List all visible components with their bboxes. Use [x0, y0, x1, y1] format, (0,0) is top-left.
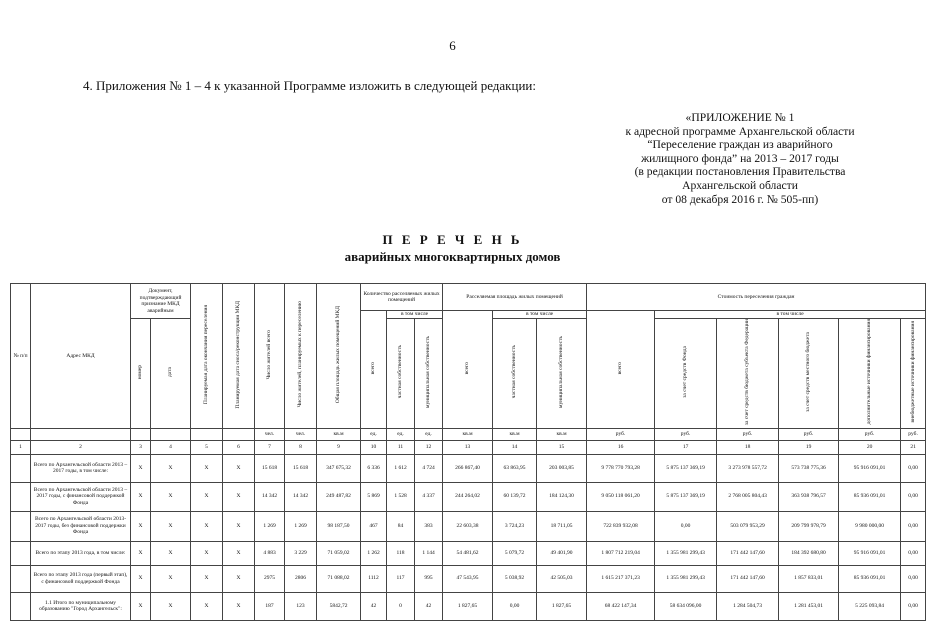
table-cell: [11, 565, 31, 592]
table-cell: 995: [415, 565, 443, 592]
table-cell: 60 139,72: [493, 482, 537, 511]
table-cell: X: [151, 511, 191, 541]
page-number: 6: [449, 38, 456, 53]
table-cell: 5 225 093,84: [839, 592, 901, 620]
table-cell: 9 778 770 793,28: [587, 454, 655, 482]
table-cell: 42 505,03: [537, 565, 587, 592]
col-number: 11: [387, 440, 415, 454]
header-cost-regional: за счет средств бюджета субъекта Федерации: [744, 319, 751, 426]
col-number: 21: [901, 440, 926, 454]
col-number: 16: [587, 440, 655, 454]
table-cell: X: [131, 592, 151, 620]
table-cell: 95 916 091,01: [839, 541, 901, 565]
unit-cell: кв.м: [493, 428, 537, 440]
table-cell: 5842,72: [317, 592, 361, 620]
table-cell: 15 618: [255, 454, 285, 482]
table-cell: 1 144: [415, 541, 443, 565]
table-row: [11, 454, 926, 482]
table-cell: X: [131, 541, 151, 565]
unit-cell: кв.м: [317, 428, 361, 440]
header-cost-nonbudget: внебюджетные источники финансирования: [909, 321, 916, 423]
table-cell: 171 442 147,60: [717, 541, 779, 565]
table-cell: 6 336: [361, 454, 387, 482]
unit-cell: кв.м: [537, 428, 587, 440]
table-cell: X: [191, 482, 223, 511]
table-cell: 0,00: [493, 592, 537, 620]
header-doc-number: номер: [137, 364, 144, 380]
unit-cell: [31, 428, 131, 440]
row-label: Всего по Архангельской области 2013 – 2017 годы, в том числе:: [31, 454, 131, 482]
unit-cell: руб.: [655, 428, 717, 440]
appendix-line: жилищного фонда” на 2013 – 2017 годы: [641, 151, 839, 165]
table-cell: X: [131, 482, 151, 511]
header-count-including: в том числе: [387, 311, 443, 319]
table-cell: 84: [387, 511, 415, 541]
table-row: [11, 541, 926, 565]
table-cell: 14 342: [255, 482, 285, 511]
table-cell: 2 768 005 804,43: [717, 482, 779, 511]
row-label: Всего по этапу 2013 года (первый этап), с финансовой поддержкой Фонда: [31, 565, 131, 592]
table-cell: 18 711,05: [537, 511, 587, 541]
table-row: [11, 482, 926, 511]
table-cell: 4 337: [415, 482, 443, 511]
table-cell: 0,00: [901, 565, 926, 592]
col-number: 19: [779, 440, 839, 454]
table-cell: 5 869: [361, 482, 387, 511]
table-cell: 1 262: [361, 541, 387, 565]
unit-cell: [151, 428, 191, 440]
unit-cell: ед.: [415, 428, 443, 440]
table-cell: 71 088,02: [317, 565, 361, 592]
header-document: Документ, подтверждающий признание МКД аварийным: [131, 284, 191, 319]
table-cell: 58 634 096,00: [655, 592, 717, 620]
col-number: 10: [361, 440, 387, 454]
table-cell: X: [223, 454, 255, 482]
unit-cell: кв.м: [443, 428, 493, 440]
unit-cell: чел.: [285, 428, 317, 440]
table-cell: X: [151, 454, 191, 482]
row-label: 1.1 Итого по муниципальному образованию "Город Архангельск":: [31, 592, 131, 620]
table-cell: 98 187,50: [317, 511, 361, 541]
col-number: 8: [285, 440, 317, 454]
table-cell: 573 738 775,36: [779, 454, 839, 482]
table-cell: X: [191, 511, 223, 541]
table-cell: 0,00: [901, 482, 926, 511]
col-number: 15: [537, 440, 587, 454]
header-planned-demolish: Планируемая дата сноса/реконструкции МКД: [235, 300, 242, 409]
table-row: [11, 592, 926, 620]
unit-cell: [223, 428, 255, 440]
table-cell: 467: [361, 511, 387, 541]
table-cell: [11, 482, 31, 511]
table-cell: X: [151, 541, 191, 565]
table-cell: X: [223, 592, 255, 620]
table-cell: X: [151, 565, 191, 592]
header-area-municipal: муниципальная собственность: [558, 336, 565, 409]
header-count-municipal: муниципальная собственность: [425, 336, 432, 409]
header-count-all: всего: [370, 361, 377, 375]
table-cell: 171 442 147,60: [717, 565, 779, 592]
table-cell: 2975: [255, 565, 285, 592]
unit-cell: [11, 428, 31, 440]
header-area-private: частная собственность: [511, 345, 518, 399]
table-cell: 5 875 137 369,19: [655, 482, 717, 511]
unit-cell: [131, 428, 151, 440]
table-row: [11, 565, 926, 592]
row-label: Всего по Архангельской области 2013 – 2017 годы, с финансовой поддержкой Фонда: [31, 482, 131, 511]
row-label: Всего по этапу 2013 года, в том числе:: [31, 541, 131, 565]
col-number: 17: [655, 440, 717, 454]
col-number: 2: [31, 440, 131, 454]
table-cell: 1 807 712 219,04: [587, 541, 655, 565]
appendix-line: «ПРИЛОЖЕНИЕ № 1: [685, 111, 795, 124]
header-cost-all: всего: [617, 361, 624, 375]
col-number: 14: [493, 440, 537, 454]
table-cell: X: [131, 565, 151, 592]
header-cost-including: в том числе: [655, 311, 926, 319]
table-cell: 1 528: [387, 482, 415, 511]
appendix-line: “Переселение граждан из аварийного: [647, 138, 833, 152]
table-cell: 1 355 981 299,43: [655, 541, 717, 565]
unit-cell: руб.: [779, 428, 839, 440]
unit-cell: ед.: [361, 428, 387, 440]
unit-cell: руб.: [587, 428, 655, 440]
table-cell: 42: [415, 592, 443, 620]
col-number: 20: [839, 440, 901, 454]
table-cell: [11, 541, 31, 565]
table-cell: 1 355 981 299,43: [655, 565, 717, 592]
table-cell: X: [223, 511, 255, 541]
table-cell: 363 938 796,57: [779, 482, 839, 511]
header-cost-fund: за счет средств Фонда: [682, 346, 689, 398]
table-cell: [11, 454, 31, 482]
header-residents-planned: Число жителей, планируемых к переселению: [297, 301, 304, 408]
table-cell: 42: [361, 592, 387, 620]
units-row: [11, 428, 926, 440]
table-cell: 1 269: [255, 511, 285, 541]
table-cell: 1 827,65: [537, 592, 587, 620]
table-cell: X: [191, 454, 223, 482]
table-cell: X: [131, 454, 151, 482]
header-cost: Стоимость переселения граждан: [587, 284, 926, 311]
table-cell: 0,00: [655, 511, 717, 541]
table-cell: 0,00: [901, 592, 926, 620]
table-cell: 47 543,95: [443, 565, 493, 592]
col-number: 12: [415, 440, 443, 454]
table-cell: X: [131, 511, 151, 541]
table-cell: 0,00: [901, 454, 926, 482]
unit-cell: ед.: [387, 428, 415, 440]
table-cell: 54 481,62: [443, 541, 493, 565]
table-cell: 383: [415, 511, 443, 541]
table-cell: X: [191, 592, 223, 620]
header-planned-end: Планируемая дата окончания переселения: [203, 305, 210, 405]
table-cell: X: [191, 565, 223, 592]
table-cell: 85 936 091,01: [839, 565, 901, 592]
table-cell: 0: [387, 592, 415, 620]
table-cell: 2806: [285, 565, 317, 592]
header-count-premises: Количество расселяемых жилых помещений: [361, 284, 443, 311]
table-cell: X: [223, 541, 255, 565]
table-cell: 1 615 217 371,23: [587, 565, 655, 592]
appendix-line: Архангельской области: [682, 178, 798, 192]
col-number: 3: [131, 440, 151, 454]
col-number: 18: [717, 440, 779, 454]
table-cell: 63 863,95: [493, 454, 537, 482]
appendix-line: к адресной программе Архангельской области: [625, 124, 855, 138]
table-cell: 1 857 833,01: [779, 565, 839, 592]
header-doc-date: дата: [167, 367, 174, 378]
col-number: 6: [223, 440, 255, 454]
unit-cell: [191, 428, 223, 440]
table-cell: 68 422 147,34: [587, 592, 655, 620]
table-cell: 15 618: [285, 454, 317, 482]
table-cell: 3 273 978 557,72: [717, 454, 779, 482]
table-cell: 9 050 118 061,20: [587, 482, 655, 511]
table-cell: 1 284 504,73: [717, 592, 779, 620]
header-total-area: Общая площадь жилых помещений МКД: [335, 306, 342, 404]
row-label: Всего по Архангельской области 2013-2017 годы, без финансовой поддержки Фонда: [31, 511, 131, 541]
appendix-block: [540, 111, 940, 206]
table-cell: 5 875 137 369,19: [655, 454, 717, 482]
table-cell: 85 936 091,01: [839, 482, 901, 511]
header-cost-local: за счет средств местного бюджета: [805, 332, 812, 413]
table-cell: 184 392 680,80: [779, 541, 839, 565]
unit-cell: руб.: [717, 428, 779, 440]
table-cell: 71 059,02: [317, 541, 361, 565]
houses-table: [10, 283, 926, 621]
table-cell: X: [191, 541, 223, 565]
unit-cell: руб.: [839, 428, 901, 440]
table-cell: 5 079,72: [493, 541, 537, 565]
table-cell: 9 980 000,00: [839, 511, 901, 541]
document-title: П Е Р Е Ч Е Н Ь: [382, 232, 523, 247]
table-cell: 0,00: [901, 541, 926, 565]
table-row: [11, 511, 926, 541]
table-cell: 5 038,92: [493, 565, 537, 592]
column-numbers-row: [11, 440, 926, 454]
col-number: 4: [151, 440, 191, 454]
table-cell: 22 603,38: [443, 511, 493, 541]
table-cell: 1 612: [387, 454, 415, 482]
table-cell: X: [151, 482, 191, 511]
unit-cell: руб.: [901, 428, 926, 440]
table-cell: 266 867,40: [443, 454, 493, 482]
table-cell: X: [223, 482, 255, 511]
col-number: 9: [317, 440, 361, 454]
table-cell: 0,00: [901, 511, 926, 541]
table-cell: 503 079 953,29: [717, 511, 779, 541]
table-cell: 3 724,23: [493, 511, 537, 541]
document-subtitle: аварийных многоквартирных домов: [344, 249, 561, 264]
header-area-premises: Расселяемая площадь жилых помещений: [443, 284, 587, 311]
table-cell: 4 883: [255, 541, 285, 565]
appendix-line: (в редакции постановления Правительства: [634, 165, 846, 179]
table-cell: 118: [387, 541, 415, 565]
col-number: 13: [443, 440, 493, 454]
header-residents-total: Число жителей всего: [266, 329, 273, 380]
table-cell: 4 724: [415, 454, 443, 482]
table-cell: 722 839 932,08: [587, 511, 655, 541]
table-cell: [11, 592, 31, 620]
table-cell: X: [151, 592, 191, 620]
table-cell: 3 229: [285, 541, 317, 565]
appendix-line: от 08 декабря 2016 г. № 505-пп): [661, 192, 819, 206]
table-cell: 249 487,82: [317, 482, 361, 511]
table-cell: 347 675,32: [317, 454, 361, 482]
table-cell: 187: [255, 592, 285, 620]
table-cell: [11, 511, 31, 541]
table-cell: 209 799 978,79: [779, 511, 839, 541]
header-cost-extra: дополнительные источники финансирования: [866, 319, 873, 425]
header-area-including: в том числе: [493, 311, 587, 319]
header-count-private: частная собственность: [397, 345, 404, 399]
table-cell: 1112: [361, 565, 387, 592]
table-cell: 184 124,30: [537, 482, 587, 511]
table-cell: 1 281 453,01: [779, 592, 839, 620]
col-number: 7: [255, 440, 285, 454]
header-num: № п/п: [11, 284, 31, 429]
table-cell: 123: [285, 592, 317, 620]
table-cell: 95 916 091,01: [839, 454, 901, 482]
col-number: 5: [191, 440, 223, 454]
table-cell: X: [223, 565, 255, 592]
table-cell: 117: [387, 565, 415, 592]
table-cell: 244 264,02: [443, 482, 493, 511]
table-cell: 14 342: [285, 482, 317, 511]
table-cell: 49 401,90: [537, 541, 587, 565]
table-cell: 1 827,65: [443, 592, 493, 620]
unit-cell: чел.: [255, 428, 285, 440]
header-area-all: всего: [464, 361, 471, 375]
intro-paragraph: 4. Приложения № 1 – 4 к указанной Программе изложить в следующей редакции:: [83, 78, 536, 93]
table-cell: 1 269: [285, 511, 317, 541]
col-number: 1: [11, 440, 31, 454]
table-cell: 203 003,85: [537, 454, 587, 482]
header-address: Адрес МКД: [31, 284, 131, 429]
